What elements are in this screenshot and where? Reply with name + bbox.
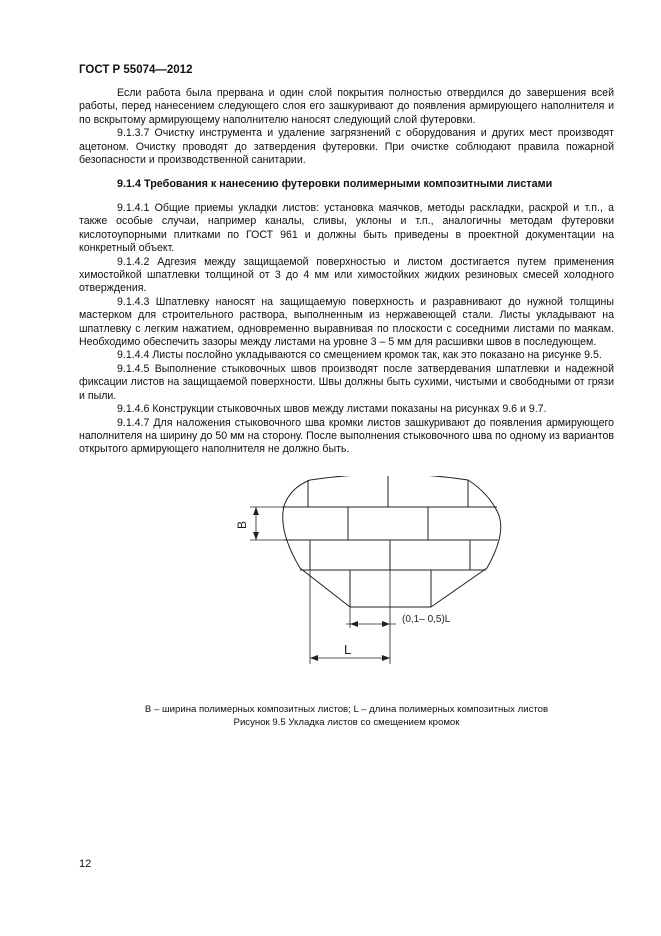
paragraph: 9.1.4.4 Листы послойно укладываются со смещением кромок так, как это показано на рисунке 9.5. [117, 349, 602, 362]
page-number: 12 [79, 858, 92, 870]
paragraph: 9.1.4.2 Адгезия между защищаемой поверхностью и листом достигается путем применения химостойкой шпатлевки толщиной от 3 до 4 мм или химостойких жидких резиновых смесей холодного отверждения. [79, 255, 614, 295]
arrowhead [382, 655, 390, 661]
label-b: B [235, 520, 249, 529]
section-title: 9.1.4 Требования к нанесению футеровки полимерными композитными листами [117, 178, 553, 190]
figure-legend: B – ширина полимерных композитных листов; L – длина полимерных композитных листов [144, 704, 549, 715]
arrowhead [253, 532, 259, 540]
figure-caption: Рисунок 9.5 Укладка листов со смещением кромок [233, 717, 460, 728]
arrowhead [253, 507, 259, 515]
paragraph: 9.1.4.7 Для наложения стыковочного шва кромки листов зашкуривают до появления армирующего наполнителя на ширину до 50 мм на сторону. После выполнения стыковочного шва по одному из вариантов открытого армирующего наполнителя не должно быть. [79, 416, 614, 456]
paragraph: Если работа была прервана и один слой покрытия полностью отвердился до завершения всей работы, перед нанесением следующего слоя его зашкуривают до появления армирующего наполнителя и по вскрытому армирующему наполнителю наносят следующий слой футеровки. [79, 87, 614, 126]
document-code: ГОСТ Р 55074—2012 [79, 64, 193, 76]
sheet-layout-diagram [200, 476, 520, 676]
arrowhead [310, 655, 318, 661]
label-l: L [344, 642, 352, 657]
paragraph: 9.1.4.3 Шпатлевку наносят на защищаемую поверхность и разравнивают до нужной толщины мастерком для строительного раствора, выполненным из нержавеющей стали. Листы укладывают на шпатлевку с легким нажатием, одновременно выравнивая по плоскости с соседними листами по маякам. Необходимо обеспечить зазоры между листами на уровне 3 – 5 мм для расшивки швов в последующем. [79, 295, 614, 349]
paragraph-block-2 [79, 202, 614, 457]
paragraph: 9.1.4.1 Общие приемы укладки листов: установка маячков, методы раскладки, раскрой и т.п., а также особые случаи, например каналы, сливы, уклоны и т.п., аналогичны методам футеровки кислотоупорными плитками по ГОСТ 961 и должны быть приведены в проектной документации на конкретный объект. [79, 202, 614, 255]
label-offset: (0,1– 0,5)L [402, 614, 451, 625]
paragraph: 9.1.4.5 Выполнение стыковочных швов производят после затвердевания шпатлевки и надежной фиксации листов на защищаемой поверхности. Швы должны быть сухими, чистыми и свободными от грязи и пыли. [79, 362, 614, 402]
arrowhead [382, 621, 390, 627]
paragraph: 9.1.3.7 Очистку инструмента и удаление загрязнений с оборудования и других мест производят ацетоном. Очистку проводят до затвердения футеровки. При очистке соблюдают правила пожарной безопасности и производственной санитарии. [79, 127, 614, 167]
paragraph: 9.1.4.6 Конструкции стыковочных швов между листами показаны на рисунках 9.6 и 9.7. [117, 403, 547, 416]
figure-9-5 [200, 476, 520, 676]
arrowhead [350, 621, 358, 627]
paragraph-block-1 [79, 87, 614, 167]
